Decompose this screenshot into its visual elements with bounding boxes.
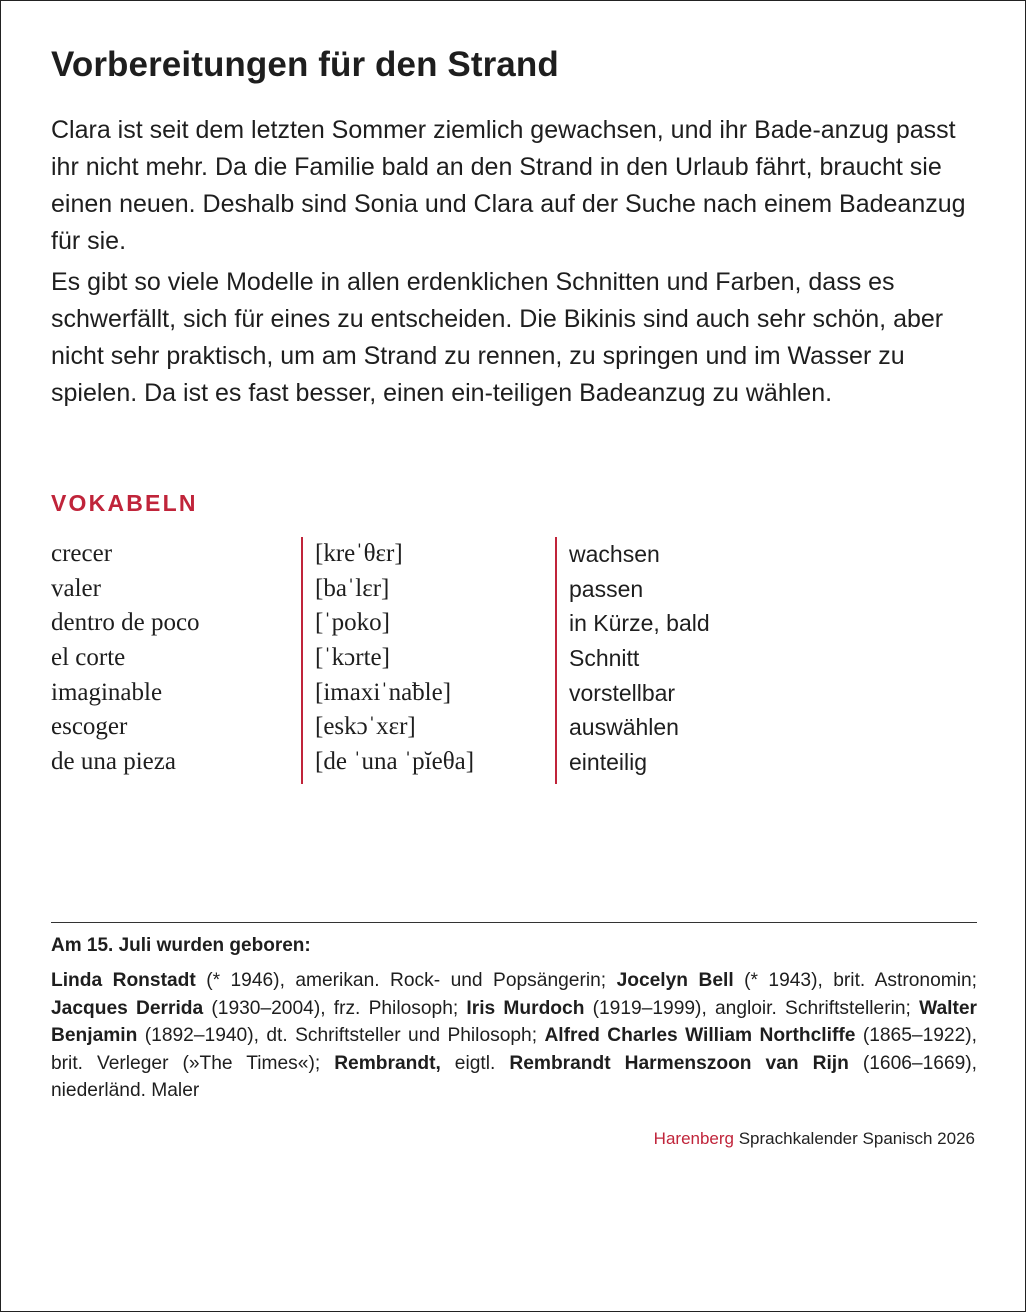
vocab-german: einteilig [569,749,647,776]
birthday-name: Rembrandt Harmenszoon van Rijn [509,1052,849,1074]
vocab-pronunciation: [baˈlɛr] [315,574,390,602]
vocab-spanish: escoger [51,713,128,741]
birthday-name: Iris Murdoch [466,997,585,1019]
birthday-detail: (1892–1940), dt. Schriftsteller und Philosoph; [137,1025,545,1046]
vocab-spanish: imaginable [51,678,163,706]
page-title: Vorbereitungen für den Strand [51,45,559,84]
vocabulary-german-column [555,537,869,784]
story-paragraph-2: Es gibt so viele Modelle in allen erdenklichen Schnitten und Farben, dass es schwerfällt, sich für eines zu entscheiden. Die Bikinis sind auch sehr schön, aber nicht sehr praktisch, um am Strand zu rennen, zu springen und im Wasser zu spielen. Da ist es fast besser, einen ein-teiligen Badeanzug zu wählen. [51,268,944,407]
vocab-pronunciation: [ˈpoko] [315,609,390,637]
vocab-spanish: valer [51,574,101,602]
vocabulary-spanish-column [51,537,291,780]
birthdays-heading: Am 15. Juli wurden geboren: [51,935,311,956]
birthday-name: Linda Ronstadt [51,970,196,991]
birthday-name: Walter Benjamin [51,997,978,1046]
publisher-footer [654,1127,975,1151]
birthday-detail: (1919–1999), angloir. Schriftstellerin; [584,997,920,1019]
birthday-name: Alfred Charles William Northcliffe [544,1025,856,1046]
birthdays-text [51,967,977,1105]
birthday-name: Jocelyn Bell [616,970,734,991]
vocab-german: wachsen [569,541,660,567]
vocab-german: Schnitt [569,645,640,672]
vocab-german: vorstellbar [569,679,676,706]
vocab-pronunciation: [kreˈθɛr] [315,540,403,567]
birthday-detail: eigtl. [440,1052,510,1074]
vocab-pronunciation: [de ˈuna ˈpĭeθa] [315,748,475,776]
birthday-detail: (1865–1922), brit. Verleger (»The Times«); [51,1025,977,1074]
story-text [51,112,977,412]
story-paragraph-1: Clara ist seit dem letzten Sommer ziemlich gewachsen, und ihr Bade-anzug passt ihr nicht mehr. Da die Familie bald an den Strand in den Urlaub fährt, braucht sie einen neuen. Deshalb sind Sonia und Clara auf der Suche nach einem Badeanzug für sie. [51,116,966,255]
vocab-german: passen [569,575,644,602]
birthday-name: Jacques Derrida [51,997,204,1019]
birthday-detail: (* 1946), amerikan. Rock- und Popsängerin; [195,970,617,991]
vocabulary-pronunciation-column [301,537,555,784]
publisher-brand: Harenberg [653,1129,734,1148]
vocab-spanish: crecer [51,540,113,567]
vocab-pronunciation: [ˈkɔrte] [315,644,390,672]
vocab-german: auswählen [569,714,679,741]
vocab-spanish: el corte [51,644,126,672]
vocab-pronunciation: [imaxiˈnaƀle] [315,678,452,706]
vocabulary-heading: VOKABELN [51,490,198,516]
vocab-pronunciation: [eskɔˈxɛr] [315,713,416,741]
vocab-spanish: dentro de poco [51,609,200,637]
section-divider [51,922,977,923]
publisher-title: Sprachkalender Spanisch 2026 [734,1129,975,1148]
birthday-name: Rembrandt, [334,1052,441,1074]
vocab-spanish: de una pieza [51,748,176,776]
birthday-detail: (* 1943), brit. Astronomin; [733,970,977,991]
birthday-detail: (1606–1669), niederländ. Maler [51,1052,978,1101]
birthday-detail: (1930–2004), frz. Philosoph; [203,997,467,1019]
main-content [51,41,977,412]
vocab-german: in Kürze, bald [569,610,710,637]
